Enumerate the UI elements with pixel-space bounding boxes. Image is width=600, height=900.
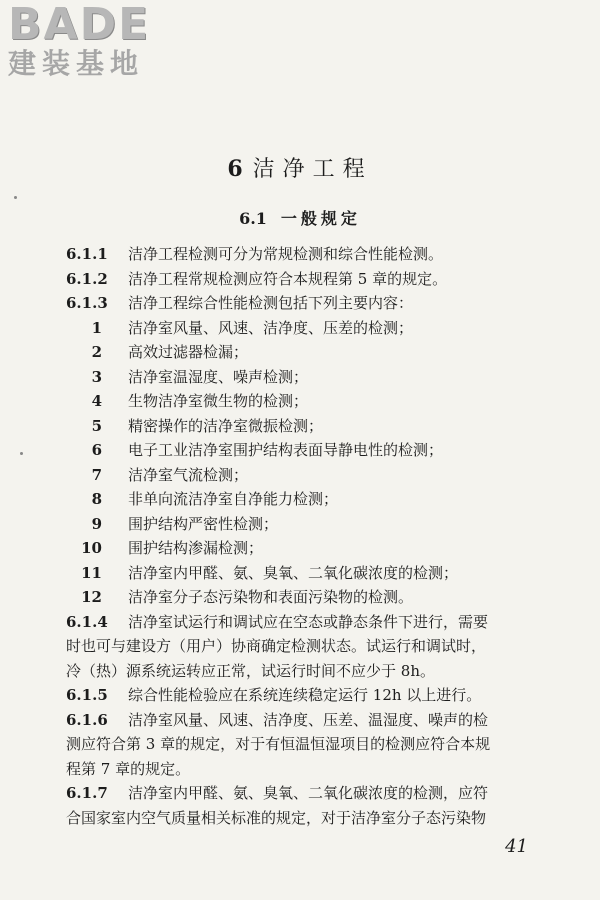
- clause-text: 综合性能检验应在系统连续稳定运行 12h 以上进行。: [128, 686, 482, 704]
- section-title: 一般规定: [280, 209, 361, 228]
- item-text: 围护结构渗漏检测；: [128, 539, 264, 557]
- item-text: 生物洁净室微生物的检测；: [128, 392, 309, 410]
- clause-text: 洁净工程检测可分为常规检测和综合性能检测。: [128, 245, 444, 263]
- item-number: 7: [91, 465, 102, 484]
- chapter-number: 6: [227, 156, 243, 182]
- clause-number: 6.1.4: [66, 612, 108, 631]
- item-number: 1: [91, 318, 102, 337]
- item-number: 10: [81, 539, 102, 557]
- list-item: [66, 389, 566, 414]
- scan-speck: [14, 196, 17, 199]
- section-heading: [0, 206, 600, 229]
- logo-subtitle: 建装基地: [8, 47, 145, 80]
- item-text: 洁净室内甲醛、氨、臭氧、二氧化碳浓度的检测；: [128, 563, 459, 582]
- list-item: [66, 512, 566, 537]
- item-number: 9: [91, 514, 102, 533]
- item-text: 高效过滤器检漏；: [128, 343, 249, 361]
- document-body: [66, 242, 566, 830]
- clause-line: [66, 683, 566, 708]
- list-item: [66, 438, 566, 463]
- clause-number: 6.1.5: [66, 686, 108, 704]
- item-number: 5: [91, 416, 102, 435]
- clause-text: 洁净室风量、风速、洁净度、压差、温湿度、噪声的检: [128, 710, 489, 729]
- list-item: [66, 536, 566, 561]
- list-item: [66, 365, 566, 390]
- clause-continuation: 程第 7 章的规定。: [66, 759, 191, 778]
- clause-text: 洁净室试运行和调试应在空态或静态条件下进行，需要: [128, 612, 489, 631]
- clause-line: [66, 781, 566, 806]
- clause-number: 6.1.1: [66, 245, 108, 263]
- bade-logo: [8, 2, 150, 80]
- section-number: 6.1: [239, 209, 267, 228]
- clause-number: 6.1.6: [66, 710, 108, 729]
- clause-continuation: 冷（热）源系统运转应正常，试运行时间不应少于 8h。: [66, 661, 435, 680]
- item-text: 精密操作的洁净室微振检测；: [128, 416, 324, 435]
- list-item: [66, 585, 566, 610]
- list-item: [66, 463, 566, 488]
- clause-text: 洁净工程常规检测应符合本规程第 5 章的规定。: [128, 269, 448, 288]
- clause-line: [66, 291, 566, 316]
- item-number: 12: [81, 588, 102, 606]
- chapter-heading: [0, 152, 600, 183]
- scan-speck: [20, 452, 23, 455]
- clause-continuation: 合国家室内空气质量相关标准的规定，对于洁净室分子态污染物: [66, 808, 487, 827]
- clause-text: 洁净工程综合性能检测包括下列主要内容：: [128, 294, 414, 312]
- item-number: 8: [91, 490, 102, 508]
- clause-line: [66, 267, 566, 292]
- chapter-title: 洁净工程: [252, 157, 373, 182]
- clause-number: 6.1.2: [66, 269, 108, 288]
- clause-text: 洁净室内甲醛、氨、臭氧、二氧化碳浓度的检测，应符: [128, 784, 489, 802]
- list-item: [66, 561, 566, 586]
- clause-number: 6.1.3: [66, 294, 108, 312]
- item-text: 围护结构严密性检测；: [128, 514, 279, 533]
- clause-line: [66, 242, 566, 267]
- page-number: 41: [505, 836, 528, 857]
- clause-line: [66, 708, 566, 733]
- item-number: 6: [91, 441, 102, 459]
- list-item: [66, 414, 566, 439]
- clause-continuation: 测应符合第 3 章的规定，对于有恒温恒湿项目的检测应符合本规: [66, 735, 491, 753]
- item-text: 洁净室风量、风速、洁净度、压差的检测；: [128, 318, 414, 337]
- item-number: 4: [91, 392, 102, 410]
- item-text: 洁净室温湿度、噪声检测；: [128, 367, 309, 386]
- list-item: [66, 340, 566, 365]
- item-text: 电子工业洁净室围护结构表面导静电性的检测；: [128, 441, 444, 459]
- list-item: [66, 487, 566, 512]
- logo-wordmark: BADE: [8, 0, 151, 50]
- clause-number: 6.1.7: [66, 784, 108, 802]
- item-text: 非单向流洁净室自净能力检测；: [128, 490, 339, 508]
- clause-line: [66, 610, 566, 635]
- item-number: 2: [91, 343, 102, 361]
- list-item: [66, 316, 566, 341]
- clause-continuation: 时也可与建设方（用户）协商确定检测状态。试运行和调试时，: [66, 637, 487, 655]
- item-number: 11: [81, 563, 102, 582]
- item-text: 洁净室气流检测；: [128, 465, 249, 484]
- item-number: 3: [91, 367, 102, 386]
- item-text: 洁净室分子态污染物和表面污染物的检测。: [128, 588, 414, 606]
